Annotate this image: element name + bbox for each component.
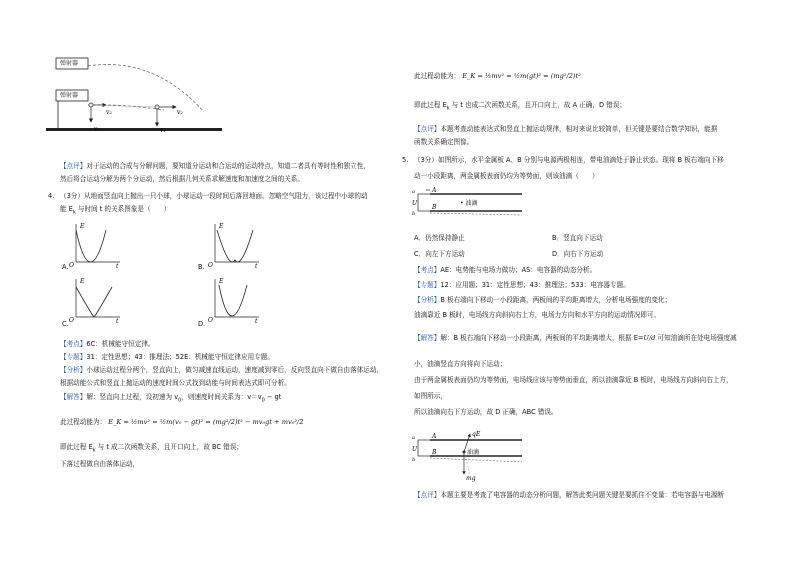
fig1-label-a: A xyxy=(432,187,437,194)
kd-text-left: 6C：机械能守恒定律。 xyxy=(86,340,155,348)
q4-number: 4. xyxy=(48,192,55,200)
capacitor-figure-2 xyxy=(412,428,532,482)
jd-line-right-1 xyxy=(414,334,737,342)
zt-text-left: 31：定性思想；43：推理法；52E：机械能守恒定律应用专题。 xyxy=(86,353,274,361)
graph-a xyxy=(68,220,123,268)
jd-line-left-2 xyxy=(60,418,303,426)
fig1-label-b: B xyxy=(432,204,437,211)
jd-text-left-1e: − gt xyxy=(264,393,282,401)
jd-text-left-1b: 0 xyxy=(178,397,182,404)
q4-stem-1: （3分）从地面竖直向上抛出一只小球，小球运动一段时间后落回地面。忽略空气阻力，该过程中小球的动 xyxy=(60,192,368,200)
graph-a-o: O xyxy=(69,262,74,268)
fig1-label-b-small: b xyxy=(412,211,416,217)
dp2-tag: 【点评】 xyxy=(414,491,441,499)
dp-line-1 xyxy=(414,125,717,133)
dp2-line-1 xyxy=(414,491,724,499)
jd-text-left-1d: 0 xyxy=(261,397,265,404)
launcher-label-bottom: 弹射器 xyxy=(60,92,79,99)
energy-formula-1: E_K = ½mv² = ½m(v₀ − gt)² = (mg²/2)t² − mv₀gt + mv₀²/2 xyxy=(108,418,304,426)
zt-text-right: 12：应用题；31：定性思想；43：推理法；533：电容器专题。 xyxy=(440,281,630,289)
comment-line-1 xyxy=(60,162,370,170)
kd-line-left xyxy=(60,340,155,348)
jd-text-left-2: 此过程动能为： xyxy=(60,418,107,426)
field-fraction: U/d xyxy=(643,334,656,342)
r-text-2b: k xyxy=(446,105,450,112)
graph-c-o: O xyxy=(69,317,74,323)
jd-line-right-2: 小，油滴竖直方向将向下运动； xyxy=(414,360,507,368)
graph-c-t: t xyxy=(116,318,119,323)
option-c-label: C. xyxy=(62,320,69,328)
comment-tag: 【点评】 xyxy=(60,162,87,170)
option-a-label: A. xyxy=(62,263,69,271)
label-v1a: v₁ xyxy=(94,126,100,133)
graph-b-o: O xyxy=(208,262,213,268)
kd-tag-left: 【考点】 xyxy=(60,340,87,348)
q5-option-a: A．仍然保持静止 xyxy=(414,234,465,242)
zt-tag-left: 【专题】 xyxy=(60,353,87,361)
jd-text-left-3b: k xyxy=(92,447,96,454)
label-v1b: v₁ xyxy=(160,127,166,134)
q5-option-b: B．竖直向下运动 xyxy=(552,234,603,242)
fig2-label-u: U xyxy=(412,446,418,453)
fx-line-right-2: 油滴靠近 B 板时，电场线方向斜向右上方，电场力方向和水平方向的运动情况即可。 xyxy=(414,311,661,319)
dp-line-2: 函数关系确定图像。 xyxy=(414,138,474,146)
graph-a-t: t xyxy=(116,263,119,268)
q5-stem-2: 动一小段距离，两金属板表面仍均为等势面，则该油滴（ ） xyxy=(414,172,599,180)
q5-number: 5. xyxy=(402,156,409,164)
r-line-2 xyxy=(414,101,626,112)
option-d-label: D. xyxy=(198,320,206,328)
graph-d-o: O xyxy=(208,317,213,323)
q5-stem-1: （3分）如图所示，水平金属板 A、B 分别与电源两极相连，带电油滴处于静止状态。现将 B 板右端向下移 xyxy=(414,156,724,164)
zt-tag-right: 【专题】 xyxy=(414,281,441,289)
jd-line-left-1 xyxy=(60,393,281,404)
q5-option-d: D．向右下方运动 xyxy=(552,250,604,258)
dp-text-1: 本题考查动能表达式和竖直上抛运动规律，相对来说比较简单，但关键是要结合数学知识，能据 xyxy=(440,125,718,133)
dp-tag: 【点评】 xyxy=(414,125,441,133)
fig2-label-b-small: b xyxy=(412,457,416,463)
jd-text-right-1b: 可知油滴所在处电场强度减 xyxy=(655,334,737,342)
graph-d xyxy=(207,275,262,323)
fig2-label-a: A xyxy=(432,433,437,440)
jd-text-left-1c: ，则速度时间关系为：v＝v xyxy=(181,393,262,401)
energy-formula-2: E_K = ½mv² = ½m(gt)² = (mg²/2)t² xyxy=(462,72,581,80)
comment-line-2: 然后将合运动分解为两个分运动，然后根据几何关系求解速度和加速度之间的关系。 xyxy=(60,175,304,183)
fig1-label-a-small: a xyxy=(412,189,415,195)
graph-b-t: t xyxy=(255,263,258,268)
fig2-oil-drop: 油滴 xyxy=(467,449,480,456)
fx-tag-right: 【分析】 xyxy=(414,296,441,304)
graph-b xyxy=(207,220,262,268)
fx-line-left-1 xyxy=(60,366,383,374)
jd-text-left-1a: 解：竖直向上过程，设初速为 v xyxy=(86,393,179,401)
r-text-1: 此过程动能为： xyxy=(414,72,461,80)
graph-c xyxy=(68,275,123,323)
r-text-2c: 与 t 也成二次函数关系，且开口向上，故 A 正确，D 错误； xyxy=(449,101,626,109)
q4-stem-2 xyxy=(60,205,170,216)
fig1-oil-drop: • 油滴 xyxy=(460,200,478,207)
fig1-label-u: U xyxy=(412,200,418,207)
q4-stem-2a: 能 E xyxy=(60,205,73,213)
fig2-label-a-small: a xyxy=(412,435,415,441)
kd-line-right xyxy=(414,266,596,274)
q5-option-c: C．向左下方运动 xyxy=(414,250,465,258)
fig2-label-mg: mg xyxy=(466,475,476,482)
jd-text-left-3c: 与 t 成二次函数关系，且开口向上，故 BC 错误； xyxy=(95,443,243,451)
fx-text-left-1: 小球运动过程分两个，竖直向上，做匀减速直线运动，速度减到零后，反向竖直向下做自由落体运动， xyxy=(86,366,384,374)
fx-line-right-1 xyxy=(414,296,671,304)
dp2-text-1: 本题主要是考查了电容器的动态分析问题，解答此类问题关键是要抓住不变量：若电容器与电源断 xyxy=(440,491,724,499)
capacitor-figure-1 xyxy=(412,185,532,223)
jd-tag-left: 【解答】 xyxy=(60,393,87,401)
option-b-label: B. xyxy=(198,263,205,271)
r-text-2a: 即此过程 E xyxy=(414,101,447,109)
jd-line-right-5: 所以油滴向右下方运动，故 D 正确，ABC 错误。 xyxy=(414,408,558,416)
fig2-label-qe: qE xyxy=(472,431,481,438)
jd-tag-right: 【解答】 xyxy=(414,334,441,342)
jd-line-left-4: 下落过程做自由落体运动， xyxy=(60,460,140,468)
graph-d-t: t xyxy=(255,318,258,323)
label-v2b: v₂ xyxy=(177,109,183,116)
jd-line-right-4: 如图所示， xyxy=(414,392,447,400)
graph-c-ek: E xyxy=(80,278,85,285)
jd-text-left-3a: 即此过程 E xyxy=(60,443,93,451)
fx-line-left-2: 根据动能公式和竖直上抛运动的速度时间公式找到动能与时间表达式即可分析。 xyxy=(60,379,291,387)
jd-text-right-1a: 解：B 板右端向下移动一小段距离，两板间的平均距离增大，根据 E= xyxy=(440,334,644,342)
fx-text-right-1: B 板右端向下移动一小段距离，两板间的平均距离增大，分析电场强度的变化； xyxy=(440,296,672,304)
jd-line-right-3: 由于两金属板表面仍均为等势面，电场线应该与等势面垂直，所以油滴靠近 B 板时，电场线方向斜向右上方， xyxy=(414,376,733,384)
comment-text-1: 对于运动的合成与分解问题，要知道分运动和合运动的运动特点，知道二者具有等时性和独立性， xyxy=(86,162,370,170)
q4-stem-2c: 与时间 t 的关系图象是（ ） xyxy=(75,205,171,213)
graph-a-ek: E xyxy=(80,223,85,230)
zt-line-left xyxy=(60,353,274,361)
graph-b-ek: E xyxy=(219,223,224,230)
q4-stem-2b: k xyxy=(72,209,76,216)
zt-line-right xyxy=(414,281,630,289)
fig2-label-b: B xyxy=(432,449,437,456)
jd-line-left-3 xyxy=(60,443,243,454)
fx-tag-left: 【分析】 xyxy=(60,366,87,374)
graph-d-ek: E xyxy=(219,278,224,285)
kd-text-right: AE：电势能与电场力做功；AS：电容器的动态分析。 xyxy=(440,266,597,274)
launcher-label-top: 弹射器 xyxy=(60,60,79,67)
label-v2a: v₂ xyxy=(106,109,112,116)
r-line-1 xyxy=(414,72,581,80)
kd-tag-right: 【考点】 xyxy=(414,266,441,274)
